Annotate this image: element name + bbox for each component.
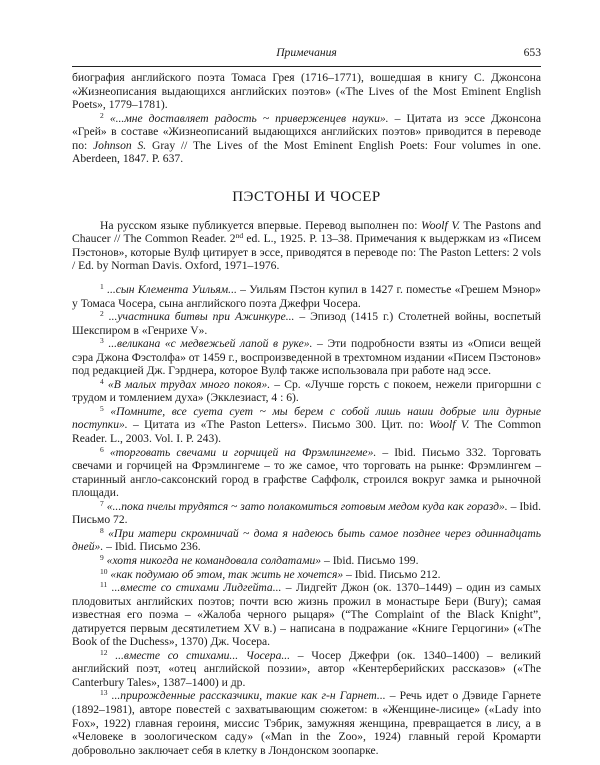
note-quote: ...вместе со стихами Лидгейта... [111, 581, 282, 595]
note-number: 13 [100, 688, 108, 698]
note-text: – Цитата из эссе Джонсона «Грей» в составе «Жизнеописаний выдающихся английских поэтов» приводится в переводе по: [72, 111, 541, 152]
note-text: – Ibid. Письмо 236. [103, 540, 201, 554]
note-item [72, 112, 541, 166]
note-number: 9 [100, 552, 104, 562]
note-number: 5 [100, 403, 104, 413]
note-quote: ...великана «с медвежьей лапой в руке». [108, 337, 313, 351]
note-item [72, 568, 541, 582]
note-author: Johnson S. [93, 138, 147, 152]
note-quote: «как подумаю об этом, так жить не хочется» [110, 567, 344, 581]
notes-list [72, 283, 541, 757]
note-text: – Уильям Пэстон купил в 1427 г. поместье «Грешем Мэнор» у Томаса Чосера, сына английского поэта Джефри Чосера. [72, 283, 541, 310]
intro-text: ed. L., 1925. P. 13–38. Примечания к выдержкам из «Писем Пэстонов», которые Вулф цитирует в эссе, приводятся в переводе по: The Paston Letters: 2 vols / Ed. by Norman Davis. Oxford, 1971–1976. [72, 232, 542, 273]
note-item [72, 649, 541, 690]
intro-text: The Pastons and Chaucer // The Common Reader. 2 [72, 218, 541, 246]
note-text: – Речь идет о Дэвиде Гарнете (1892–1981), авторе повестей с захватывающим сюжетом: в «Женщине-лисице» («Lady into Fox», 1922) главная героиня, миссис Тэбрик, замужняя женщина, превращается в лису, а в «Человеке в зоологическом саду» («Man in the Zoo», 1924) главный герой Кромарти добровольно заключает себя в клетку в Лондонском зоопарке. [72, 689, 541, 757]
note-text: – Ibid. Письмо 72. [72, 499, 541, 527]
note-quote: «хотя никогда не командовала солдатами» [106, 553, 322, 567]
intro-superscript: nd [235, 231, 244, 241]
note-number: 6 [100, 444, 104, 454]
note-item [72, 446, 541, 500]
section-intro [72, 219, 541, 273]
note-number: 2 [100, 110, 104, 120]
note-quote: «Помните, все суета сует ~ мы берем с собой лишь наши добрые или дурные поступки». [72, 404, 541, 432]
running-header [72, 44, 541, 67]
note-number: 10 [100, 566, 108, 576]
note-item [72, 581, 541, 649]
note-number: 4 [100, 376, 104, 386]
note-quote: «...пока пчелы трудятся ~ зато полакомиться готовым медом куда как горазд». [106, 499, 508, 513]
page-number: 653 [523, 46, 541, 59]
note-number: 1 [100, 282, 104, 292]
note-text: – Эпизод (1415 г.) Столетней войны, воспетый Шекспиром в «Генрихе V». [72, 310, 542, 337]
note-text: – Ibid. Письмо 199. [321, 553, 419, 567]
note-author: Woolf V. [428, 418, 470, 432]
note-number: 2 [100, 309, 104, 319]
note-number: 7 [100, 498, 104, 508]
page-body [72, 71, 541, 757]
intro-author: Woolf V. [421, 218, 460, 232]
note-item [72, 378, 541, 405]
note-item [72, 689, 541, 757]
note-item [72, 337, 541, 378]
note-quote: «В малых трудах много покоя». [107, 377, 271, 391]
note-text: Gray // The Lives of the Most Eminent English Poets: Four volumes in one. Aberdeen, 1847. P. 637. [72, 138, 541, 166]
note-text: – Лидгейт Джон (ок. 1370–1449) – один из самых плодовитых английских поэтов; почти всю жизнь прожил в монастыре Бери (Bury); самая известная его поэма – «Жалоба черного рыцаря» (“The Complaint of the Black Knight”, датируется первым десятилетием XV в.) – написана в подражание «Книге Герцогини» («The Book of the Duchess», 1370) Дж. Чосера. [72, 581, 542, 649]
note-number: 3 [100, 336, 104, 346]
note-text: – Ibid. Письмо 332. Торговать свечами и горчицей на Фрэмлингеме – то же самое, что торговать на рынке: Фрэмлингем – старинный англо-саксонский город в графстве Саффолк, строился вокруг замка и рыночной площади. [72, 445, 541, 500]
note-quote: ...прирожденные рассказчики, такие как г-н Гарнет... [111, 689, 386, 703]
note-number: 8 [100, 525, 104, 535]
note-number: 12 [100, 647, 108, 657]
note-quote: «торговать свечами и горчицей на Фрэмлингеме». [109, 445, 377, 459]
note-number: 11 [100, 580, 108, 590]
note-item [72, 500, 541, 527]
note-quote: «При матери скромничай ~ дома я надеюсь быть самое позднее через одиннадцать дней». [72, 526, 541, 554]
note-item [72, 310, 541, 337]
section-title: ПЭСТОНЫ И ЧОСЕР [232, 188, 381, 205]
note-quote: ...участника битвы при Ажинкуре... [108, 310, 295, 324]
note-text: – Ibid. Письмо 212. [343, 567, 441, 581]
note-text: – Цитата из «The Paston Letters». Письмо 300. Цит. по: [127, 418, 429, 432]
note-quote: ...вместе со стихами... Чосера... [115, 648, 291, 662]
note-text: – Ср. «Лучше горсть с покоем, нежели пригоршни с трудом и томлением духа» (Экклезиаст, 4 : 6). [72, 377, 541, 405]
note-item [72, 283, 541, 310]
note-quote: «...мне доставляет радость ~ приверженцев науки». [109, 111, 389, 125]
note-item [72, 554, 541, 568]
note-item [72, 527, 541, 554]
note-item [72, 405, 541, 446]
note-text: – Чосер Джефри (ок. 1340–1400) – великий английский поэт, «отец английской поэзии», автор «Кентерберийских рассказов» («The Canterbury Tales», 1387–1400) и др. [72, 648, 542, 689]
intro-text: На русском языке публикуется впервые. Перевод выполнен по: [100, 218, 422, 232]
note-continuation: биография английского поэта Томаса Грея (1716–1771), вошедшая в книгу С. Джонсона «Жизнеописания выдающихся английских поэтов» («The Lives of the Most Eminent English Poets», 1779–1781). [72, 71, 541, 112]
running-title: Примечания [276, 46, 337, 59]
note-text: – Эти подробности взяты из «Описи вещей сэра Джона Фэстолфа» от 1459 г., воспроизведенной в трехтомном издании «Писем Пэстонов» под редакцией Дж. Гэрднера, которое Вулф также использовала при работе над эссе. [72, 337, 541, 378]
note-text: The Common Reader. L., 2003. Vol. I. P. 243). [72, 418, 541, 446]
note-quote: ...сын Клемента Уильям... [107, 283, 237, 297]
